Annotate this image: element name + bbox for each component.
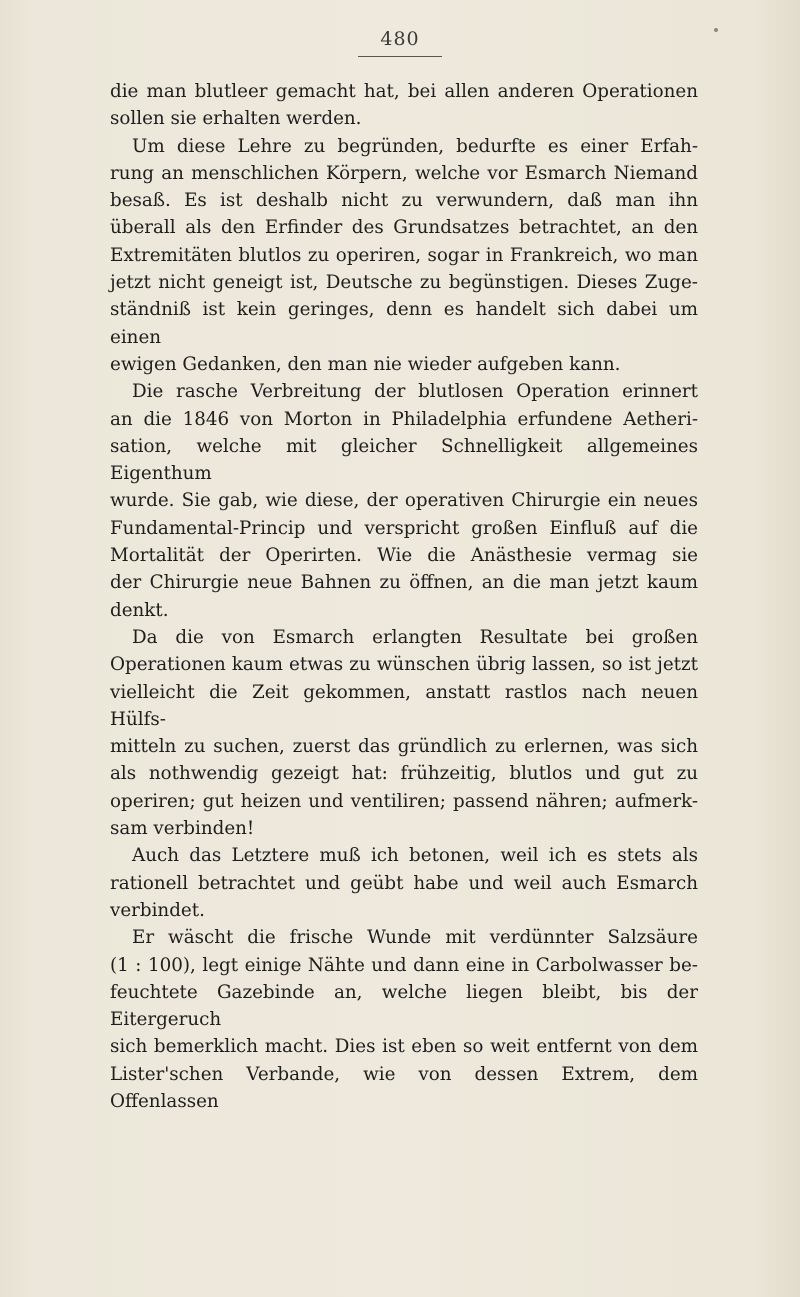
text-line: die man blutleer gemacht hat, bei allen anderen Operationen (110, 81, 698, 102)
text-line: der Chirurgie neue Bahnen zu öffnen, an die man jetzt kaum denkt. (110, 572, 698, 621)
text-line: Die rasche Verbreitung der blutlosen Operation erinnert (132, 381, 698, 403)
text-line: wurde. Sie gab, wie diese, der operativen Chirurgie ein neues (110, 490, 698, 512)
print-speck (714, 28, 718, 32)
text-line: verbindet. (110, 899, 205, 921)
body-text (110, 78, 698, 1115)
text-line: feuchtete Gazebinde an, welche liegen bleibt, bis der Eitergeruch (110, 981, 698, 1031)
page-number: 480 (358, 28, 441, 57)
text-line: Er wäscht die frische Wunde mit verdünnter Salzsäure (132, 927, 698, 949)
text-line: sich bemerklich macht. Dies ist eben so weit entfernt von dem (110, 1036, 698, 1058)
text-line: mitteln zu suchen, zuerst das gründlich zu erlernen, was sich (110, 736, 698, 758)
text-line: Lister'schen Verbande, wie von dessen Extrem, dem Offenlassen (110, 1063, 698, 1112)
text-line: sation, welche mit gleicher Schnelligkeit allgemeines Eigenthum (110, 435, 698, 485)
text-line: Extremitäten blutlos zu operiren, sogar in Frankreich, wo man (110, 244, 698, 266)
text-line: ständniß ist kein geringes, denn es handelt sich dabei um einen (110, 299, 698, 348)
text-line: sollen sie erhalten werden. (110, 108, 362, 130)
text-line: Da die von Esmarch erlangten Resultate bei großen (132, 626, 698, 648)
text-line: Operationen kaum etwas zu wünschen übrig lassen, so ist jetzt (110, 654, 698, 676)
text-line: operiren; gut heizen und ventiliren; passend nähren; aufmerk- (110, 790, 698, 812)
text-line: ewigen Gedanken, den man nie wieder aufgeben kann. (110, 353, 621, 375)
text-line: Fundamental-Princip und verspricht großen Einfluß auf die (110, 517, 698, 539)
page-header (0, 28, 800, 57)
text-line: Mortalität der Operirten. Wie die Anästhesie vermag sie (110, 545, 698, 567)
text-line: (1 : 100), legt einige Nähte und dann eine in Carbolwasser be- (110, 954, 698, 976)
text-line: besaß. Es ist deshalb nicht zu verwundern, daß man ihn (110, 190, 698, 212)
text-line: rung an menschlichen Körpern, welche vor Esmarch Niemand (110, 162, 698, 184)
text-line: Um diese Lehre zu begründen, bedurfte es einer Erfah- (132, 135, 698, 157)
text-line: rationell betrachtet und geübt habe und weil auch Esmarch (110, 872, 698, 894)
text-line: jetzt nicht geneigt ist, Deutsche zu begünstigen. Dieses Zuge- (110, 272, 698, 294)
text-line: sam verbinden! (110, 818, 255, 840)
text-line: überall als den Erfinder des Grundsatzes betrachtet, an den (110, 217, 698, 239)
text-line: vielleicht die Zeit gekommen, anstatt rastlos nach neuen Hülfs- (110, 681, 698, 730)
text-line: an die 1846 von Morton in Philadelphia erfundene Aetheri- (110, 408, 698, 430)
text-line: Auch das Letztere muß ich betonen, weil ich es stets als (132, 845, 698, 867)
text-line: als nothwendig gezeigt hat: frühzeitig, blutlos und gut zu (110, 763, 698, 785)
